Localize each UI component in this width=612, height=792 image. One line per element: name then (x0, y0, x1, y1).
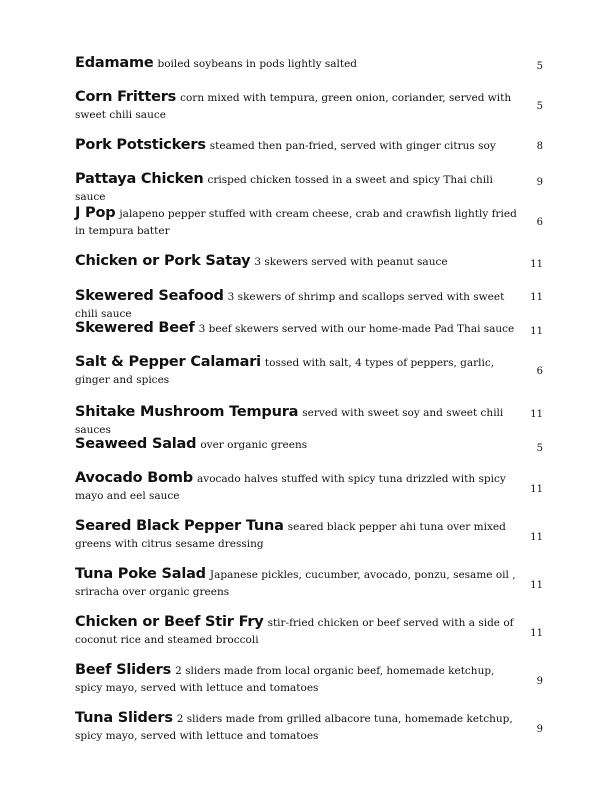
item-price: 11 (530, 628, 543, 639)
menu-item (75, 614, 555, 649)
item-name: Beef Sliders (75, 662, 172, 678)
item-name: Edamame (75, 55, 154, 71)
item-price: 11 (530, 326, 543, 337)
menu-item (75, 566, 555, 601)
menu-item (75, 89, 555, 124)
item-name: J Pop (75, 205, 116, 221)
item-description: Japanese pickles, cucumber, avocado, ponzu, sesame oil , sriracha over organic greens (75, 569, 516, 598)
item-name: Skewered Beef (75, 320, 195, 336)
menu-item (75, 518, 555, 553)
menu-item (75, 171, 555, 206)
item-name: Avocado Bomb (75, 470, 193, 486)
item-price: 11 (530, 292, 543, 303)
item-price: 5 (536, 61, 543, 72)
item-name: Shitake Mushroom Tempura (75, 404, 299, 420)
menu-item (75, 55, 555, 73)
item-description: over organic greens (200, 439, 308, 451)
menu-item (75, 710, 555, 745)
item-name: Seared Black Pepper Tuna (75, 518, 284, 534)
item-name: Tuna Sliders (75, 710, 173, 726)
item-name: Skewered Seafood (75, 288, 224, 304)
item-description: tossed with salt, 4 types of peppers, garlic, ginger and spices (75, 357, 495, 386)
item-description: served with sweet soy and sweet chili sauces (75, 407, 504, 436)
item-price: 11 (530, 409, 543, 420)
item-price: 9 (536, 724, 543, 735)
item-price: 9 (536, 177, 543, 188)
item-name: Pork Potstickers (75, 137, 206, 153)
item-price: 6 (536, 217, 543, 228)
item-name: Salt & Pepper Calamari (75, 354, 261, 370)
item-price: 11 (530, 259, 543, 270)
item-description: steamed then pan-fried, served with ginger citrus soy (209, 140, 496, 152)
item-description: 3 beef skewers served with our home-made Pad Thai sauce (198, 323, 515, 335)
menu-item (75, 320, 555, 338)
menu-item (75, 404, 555, 439)
menu-item (75, 205, 555, 240)
item-description: crisped chicken tossed in a sweet and spicy Thai chili sauce (75, 174, 493, 203)
menu-item (75, 470, 555, 505)
item-description: 3 skewers of shrimp and scallops served with sweet chili sauce (75, 291, 505, 320)
item-name: Pattaya Chicken (75, 171, 204, 187)
item-description: avocado halves stuffed with spicy tuna drizzled with spicy mayo and eel sauce (75, 473, 506, 502)
menu-item (75, 354, 555, 389)
item-name: Tuna Poke Salad (75, 566, 206, 582)
item-description: boiled soybeans in pods lightly salted (157, 58, 358, 70)
item-name: Seaweed Salad (75, 436, 197, 452)
item-name: Chicken or Beef Stir Fry (75, 614, 264, 630)
menu-item (75, 253, 555, 271)
item-price: 6 (536, 366, 543, 377)
menu-item (75, 288, 555, 323)
item-description: jalapeno pepper stuffed with cream cheese, crab and crawfish lightly fried in tempura batter (75, 208, 517, 237)
item-description: 2 sliders made from local organic beef, homemade ketchup, spicy mayo, served with lettuce and tomatoes (75, 665, 495, 694)
item-price: 8 (536, 141, 543, 152)
item-price: 5 (536, 101, 543, 112)
item-description: seared black pepper ahi tuna over mixed greens with citrus sesame dressing (75, 521, 506, 550)
item-description: stir-fried chicken or beef served with a side of coconut rice and steamed broccoli (75, 617, 514, 646)
menu-item (75, 436, 555, 454)
item-price: 5 (536, 443, 543, 454)
item-description: 2 sliders made from grilled albacore tuna, homemade ketchup, spicy mayo, served with lettuce and tomatoes (75, 713, 513, 742)
menu-item (75, 137, 555, 155)
item-name: Chicken or Pork Satay (75, 253, 251, 269)
item-price: 9 (536, 676, 543, 687)
item-price: 11 (530, 484, 543, 495)
item-price: 11 (530, 580, 543, 591)
menu-item (75, 662, 555, 697)
item-price: 11 (530, 532, 543, 543)
item-description: corn mixed with tempura, green onion, coriander, served with sweet chili sauce (75, 92, 512, 121)
item-name: Corn Fritters (75, 89, 177, 105)
item-description: 3 skewers served with peanut sauce (254, 256, 448, 268)
